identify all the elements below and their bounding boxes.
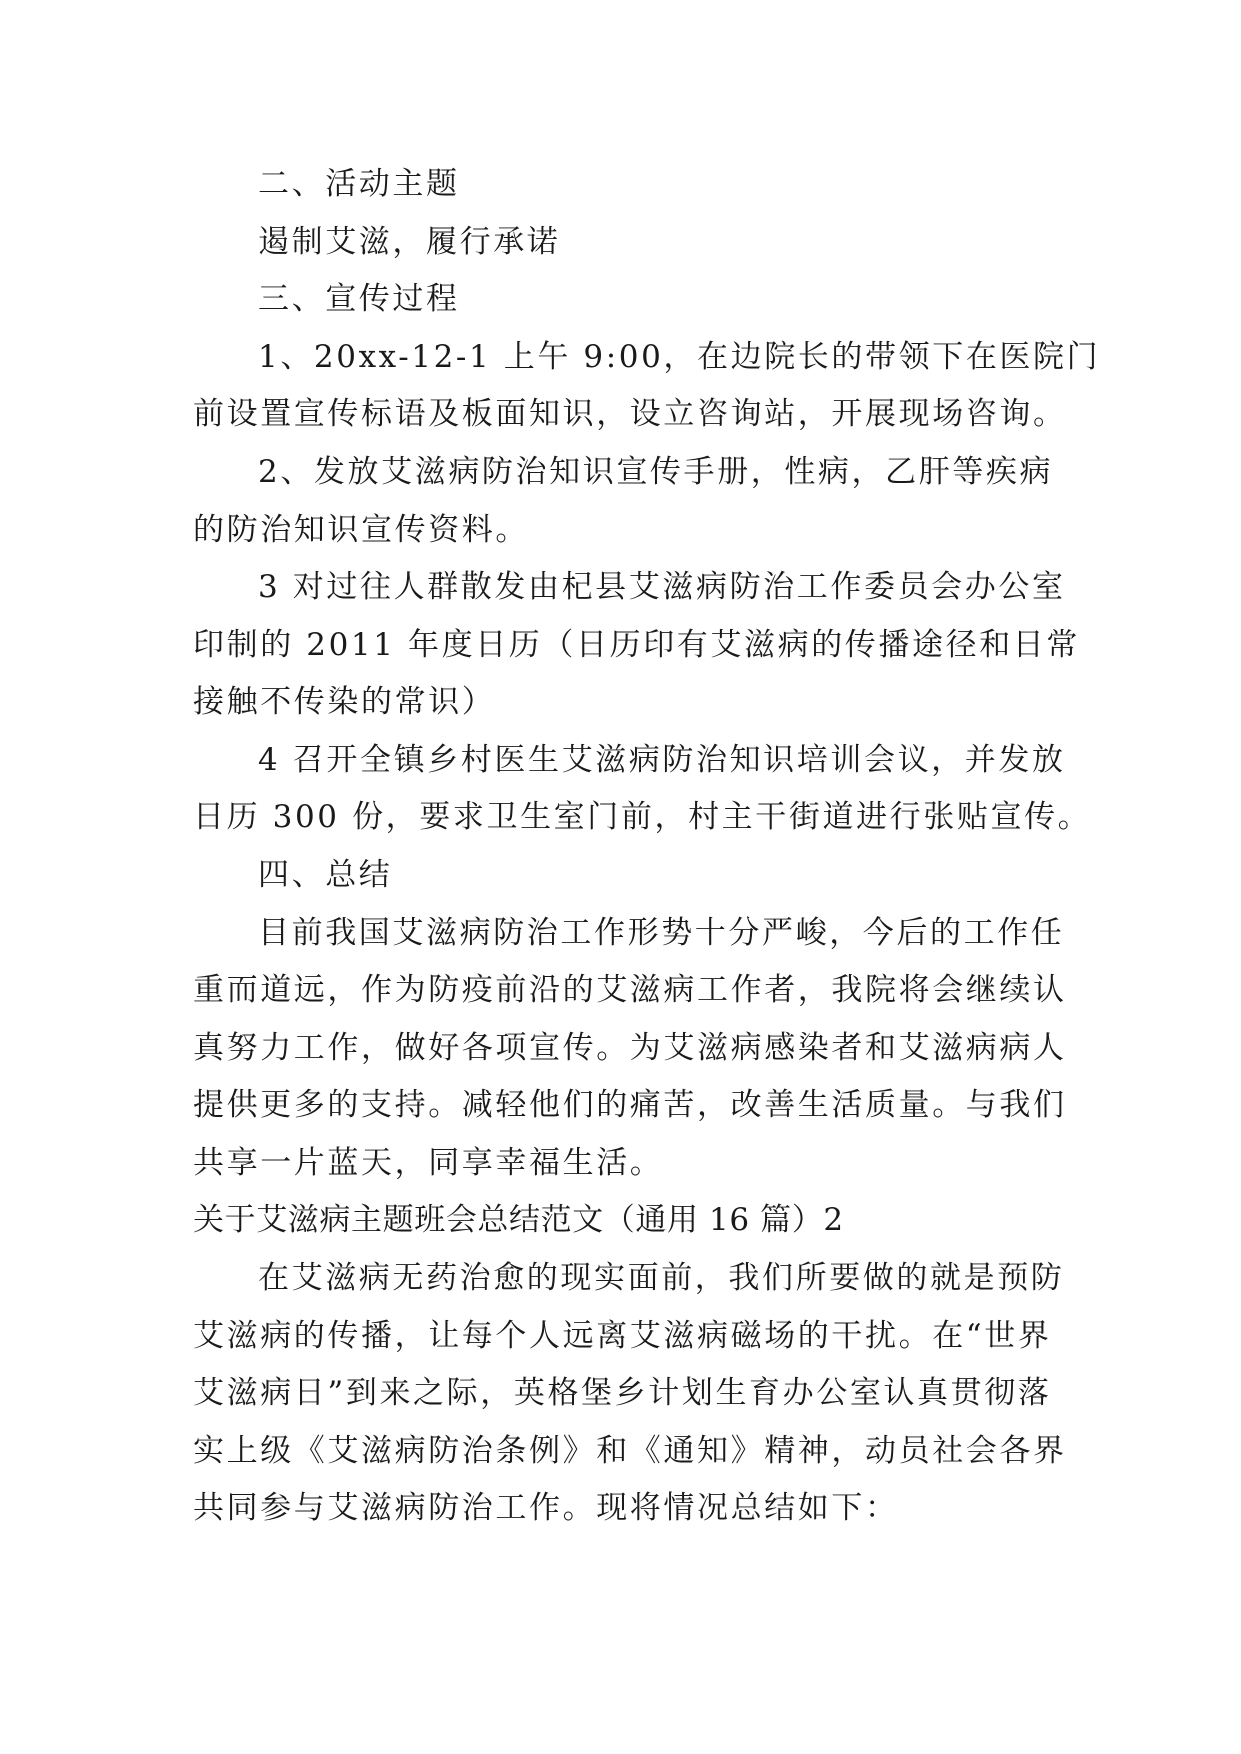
paragraph-line: 4 召开全镇乡村医生艾滋病防治知识培训会议，并发放: [258, 742, 1066, 778]
section-heading-process: 三、宣传过程: [258, 281, 460, 317]
paragraph-line: 艾滋病日”到来之际，英格堡乡计划生育办公室认真贯彻落: [193, 1375, 1052, 1411]
paragraph-line: 目前我国艾滋病防治工作形势十分严峻，今后的工作任: [258, 915, 1065, 951]
paragraph-line: 共同参与艾滋病防治工作。现将情况总结如下：: [193, 1490, 899, 1526]
paragraph-line: 在艾滋病无药治愈的现实面前，我们所要做的就是预防: [258, 1260, 1065, 1296]
paragraph-line: 的防治知识宣传资料。: [193, 512, 529, 548]
paragraph-line: 前设置宣传标语及板面知识，设立咨询站，开展现场咨询。: [193, 396, 1067, 432]
paragraph-line: 1、20xx-12-1 上午 9:00，在边院长的带领下在医院门: [258, 339, 1101, 375]
paragraph-line: 实上级《艾滋病防治条例》和《通知》精神，动员社会各界: [193, 1433, 1067, 1469]
paragraph-line: 重而道远，作为防疫前沿的艾滋病工作者，我院将会继续认: [193, 972, 1067, 1008]
section-heading-activity-theme: 二、活动主题: [258, 166, 460, 202]
paragraph-line: 艾滋病的传播，让每个人远离艾滋病磁场的干扰。在“世界: [193, 1318, 1052, 1354]
theme-text: 遏制艾滋，履行承诺: [258, 224, 561, 260]
paragraph-line: 3 对过往人群散发由杞县艾滋病防治工作委员会办公室: [258, 569, 1066, 605]
section-heading-summary: 四、总结: [258, 857, 393, 893]
article-title: 关于艾滋病主题班会总结范文（通用 16 篇）2: [193, 1202, 844, 1238]
paragraph-line: 共享一片蓝天，同享幸福生活。: [193, 1145, 664, 1181]
paragraph-line: 印制的 2011 年度日历（日历印有艾滋病的传播途径和日常: [193, 627, 1080, 663]
paragraph-line: 提供更多的支持。减轻他们的痛苦，改善生活质量。与我们: [193, 1087, 1067, 1123]
paragraph-line: 接触不传染的常识）: [193, 684, 496, 720]
paragraph-line: 2、发放艾滋病防治知识宣传手册，性病，乙肝等疾病: [258, 454, 1054, 490]
paragraph-line: 日历 300 份，要求卫生室门前，村主干街道进行张贴宣传。: [193, 799, 1092, 835]
paragraph-line: 真努力工作，做好各项宣传。为艾滋病感染者和艾滋病病人: [193, 1030, 1067, 1066]
